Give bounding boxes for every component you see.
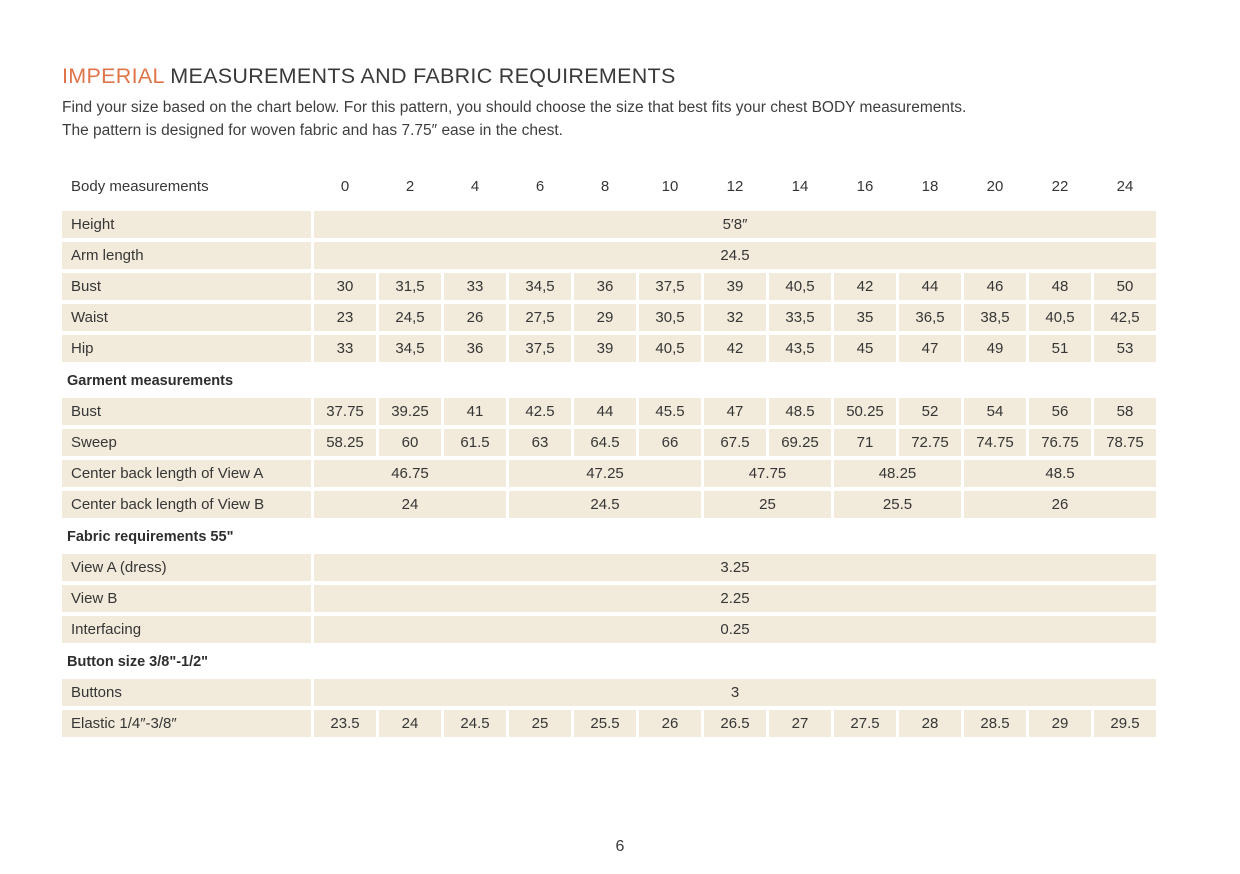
row-label: Sweep: [62, 429, 311, 456]
size-column-header: 22: [1051, 178, 1069, 195]
measurement-cell: 25: [509, 710, 571, 737]
measurement-cell: 44: [899, 273, 961, 300]
measurement-cell: 45: [834, 335, 896, 362]
measurement-cell: 56: [1029, 398, 1091, 425]
row-label: Center back length of View B: [62, 491, 311, 518]
measurement-cell: 69.25: [769, 429, 831, 456]
measurement-cell: 29: [1029, 710, 1091, 737]
measurement-cell: 44: [574, 398, 636, 425]
measurement-cell: 47: [704, 398, 766, 425]
row-label: View A (dress): [62, 554, 311, 581]
measurement-cell: 37,5: [639, 273, 701, 300]
table-row: [62, 491, 1156, 518]
table-row: [62, 710, 1156, 737]
measurement-cell: 39.25: [379, 398, 441, 425]
page-title-rest: MEASUREMENTS AND FABRIC REQUIREMENTS: [163, 64, 676, 88]
measurement-cell: 37,5: [509, 335, 571, 362]
section-label: Button size 3/8"-1/2": [67, 654, 209, 670]
measurement-cell: 35: [834, 304, 896, 331]
row-label: Height: [62, 211, 311, 238]
measurement-cell: 28: [899, 710, 961, 737]
section-label: Garment measurements: [67, 373, 234, 389]
measurement-cell: 40,5: [769, 273, 831, 300]
measurement-cell: 23.5: [314, 710, 376, 737]
size-column-header: 6: [535, 178, 545, 195]
measurement-cell: 29.5: [1094, 710, 1156, 737]
measurement-cell: 0.25: [314, 616, 1156, 643]
measurement-cell: 45.5: [639, 398, 701, 425]
measurement-cell: 2.25: [314, 585, 1156, 612]
measurement-cell: 49: [964, 335, 1026, 362]
measurement-cell: 64.5: [574, 429, 636, 456]
measurement-cell: 36: [444, 335, 506, 362]
table-row: [62, 460, 1156, 487]
section-label: Fabric requirements 55": [67, 529, 234, 545]
row-label: Arm length: [62, 242, 311, 269]
measurement-cell: 72.75: [899, 429, 961, 456]
measurement-cell: 47.75: [704, 460, 831, 487]
measurement-cell: 3.25: [314, 554, 1156, 581]
intro-line-2: The pattern is designed for woven fabric and has 7.75″ ease in the chest.: [62, 121, 563, 139]
measurement-cell: 41: [444, 398, 506, 425]
measurement-cell: 28.5: [964, 710, 1026, 737]
measurement-cell: 31,5: [379, 273, 441, 300]
table-row: [62, 273, 1156, 300]
measurement-cell: 25.5: [834, 491, 961, 518]
size-column-header: 20: [986, 178, 1004, 195]
measurement-cell: 39: [574, 335, 636, 362]
table-row: [62, 304, 1156, 331]
measurement-cell: 38,5: [964, 304, 1026, 331]
size-column-header: 12: [726, 178, 744, 195]
row-label: View B: [62, 585, 311, 612]
measurement-cell: 26.5: [704, 710, 766, 737]
row-label: Center back length of View A: [62, 460, 311, 487]
size-column-header: 2: [405, 178, 415, 195]
table-row: [62, 679, 1156, 706]
row-label: Waist: [62, 304, 311, 331]
measurement-cell: 63: [509, 429, 571, 456]
row-label: Bust: [62, 273, 311, 300]
measurement-cell: 50: [1094, 273, 1156, 300]
measurement-cell: 39: [704, 273, 766, 300]
page-title-highlight: IMPERIAL: [62, 64, 164, 88]
table-header-label: Body measurements: [71, 178, 209, 195]
measurement-cell: 58.25: [314, 429, 376, 456]
measurement-cell: 48.5: [769, 398, 831, 425]
measurement-cell: 5′8″: [314, 211, 1156, 238]
table-row: [62, 585, 1156, 612]
measurement-cell: 58: [1094, 398, 1156, 425]
page-content: [62, 64, 1156, 741]
table-row: [62, 616, 1156, 643]
measurement-cell: 52: [899, 398, 961, 425]
row-label: Buttons: [62, 679, 311, 706]
measurement-cell: 50.25: [834, 398, 896, 425]
table-row: [62, 398, 1156, 425]
measurement-cell: 27.5: [834, 710, 896, 737]
row-label: Interfacing: [62, 616, 311, 643]
measurement-cell: 24.5: [509, 491, 701, 518]
measurement-cell: 76.75: [1029, 429, 1091, 456]
measurement-cell: 23: [314, 304, 376, 331]
measurement-cell: 33: [444, 273, 506, 300]
size-column-header: 16: [856, 178, 874, 195]
measurement-cell: 48.5: [964, 460, 1156, 487]
measurement-cell: 25.5: [574, 710, 636, 737]
measurement-cell: 34,5: [379, 335, 441, 362]
measurement-cell: 30: [314, 273, 376, 300]
table-row: [62, 211, 1156, 238]
measurement-cell: 42,5: [1094, 304, 1156, 331]
size-column-header: 0: [340, 178, 350, 195]
size-column-header: 24: [1116, 178, 1134, 195]
measurement-cell: 40,5: [1029, 304, 1091, 331]
table-row: [62, 554, 1156, 581]
row-label: Elastic 1/4″-3/8″: [62, 710, 311, 737]
table-row: [62, 242, 1156, 269]
page-number: 6: [615, 838, 625, 855]
size-column-header: 18: [921, 178, 939, 195]
measurement-cell: 53: [1094, 335, 1156, 362]
measurement-cell: 27,5: [509, 304, 571, 331]
measurement-cell: 37.75: [314, 398, 376, 425]
measurement-cell: 42: [834, 273, 896, 300]
row-label: Hip: [62, 335, 311, 362]
measurement-cell: 33: [314, 335, 376, 362]
measurement-cell: 26: [639, 710, 701, 737]
measurement-cell: 24.5: [444, 710, 506, 737]
measurement-cell: 71: [834, 429, 896, 456]
measurement-cell: 43,5: [769, 335, 831, 362]
measurement-cell: 34,5: [509, 273, 571, 300]
measurement-cell: 27: [769, 710, 831, 737]
measurement-cell: 61.5: [444, 429, 506, 456]
measurement-cell: 24: [314, 491, 506, 518]
measurement-cell: 3: [314, 679, 1156, 706]
measurement-cell: 26: [444, 304, 506, 331]
measurement-cell: 54: [964, 398, 1026, 425]
measurement-cell: 32: [704, 304, 766, 331]
measurement-cell: 42.5: [509, 398, 571, 425]
measurement-cell: 24,5: [379, 304, 441, 331]
measurement-cell: 40,5: [639, 335, 701, 362]
measurement-cell: 36: [574, 273, 636, 300]
measurement-cell: 25: [704, 491, 831, 518]
size-column-header: 4: [470, 178, 480, 195]
measurement-cell: 30,5: [639, 304, 701, 331]
page-title: [62, 64, 1156, 89]
measurement-cell: 78.75: [1094, 429, 1156, 456]
table-header-row: [62, 173, 1156, 200]
measurement-cell: 46.75: [314, 460, 506, 487]
measurement-cell: 48: [1029, 273, 1091, 300]
table-row: [62, 335, 1156, 362]
measurement-cell: 67.5: [704, 429, 766, 456]
size-table: [62, 173, 1156, 737]
measurement-cell: 26: [964, 491, 1156, 518]
measurement-cell: 74.75: [964, 429, 1026, 456]
measurement-cell: 24.5: [314, 242, 1156, 269]
measurement-cell: 42: [704, 335, 766, 362]
measurement-cell: 33,5: [769, 304, 831, 331]
table-row: [62, 429, 1156, 456]
measurement-cell: 29: [574, 304, 636, 331]
measurement-cell: 66: [639, 429, 701, 456]
size-column-header: 8: [600, 178, 610, 195]
measurement-cell: 46: [964, 273, 1026, 300]
measurement-cell: 48.25: [834, 460, 961, 487]
size-column-header: 14: [791, 178, 809, 195]
intro-line-1: Find your size based on the chart below. For this pattern, you should choose the size that best fits your chest BODY measurements.: [62, 99, 967, 116]
measurement-cell: 36,5: [899, 304, 961, 331]
intro-text: [62, 97, 1156, 142]
measurement-cell: 24: [379, 710, 441, 737]
measurement-cell: 47: [899, 335, 961, 362]
row-label: Bust: [62, 398, 311, 425]
size-column-header: 10: [661, 178, 679, 195]
measurement-cell: 47.25: [509, 460, 701, 487]
measurement-cell: 51: [1029, 335, 1091, 362]
measurement-cell: 60: [379, 429, 441, 456]
